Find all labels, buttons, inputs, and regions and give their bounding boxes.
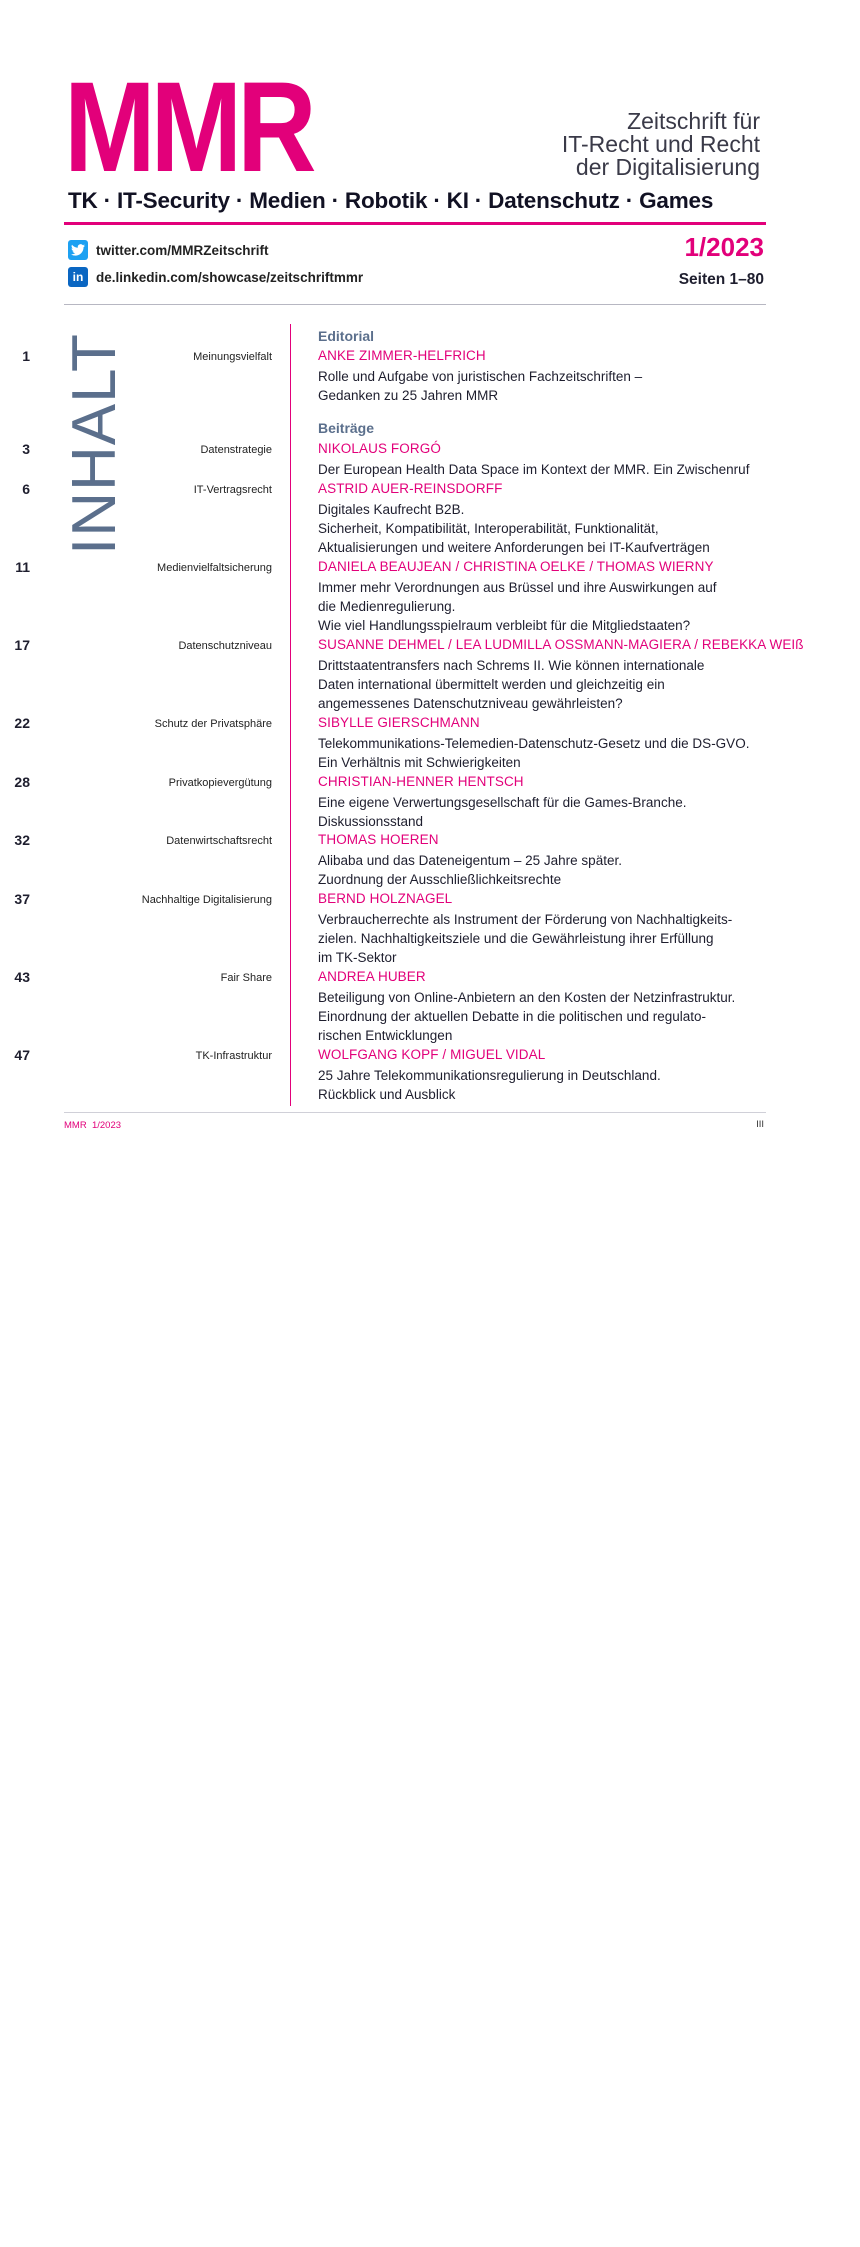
entry-page: 1	[22, 348, 30, 364]
entry-topic: Medienvielfaltsicherung	[157, 562, 272, 574]
entry-topic: Nachhaltige Digitalisierung	[141, 894, 272, 906]
title-line: die Medienregulierung.	[318, 599, 456, 614]
title-line: Drittstaatentransfers nach Schrems II. Wie können internationale	[318, 658, 705, 673]
entry-title	[318, 656, 788, 713]
entry-author: BERND HOLZNAGEL	[318, 891, 453, 906]
entry-page: 28	[14, 774, 30, 790]
title-line: 25 Jahre Telekommunikationsregulierung in Deutschland.	[318, 1068, 661, 1083]
linkedin-handle: de.linkedin.com/showcase/zeitschriftmmr	[96, 269, 364, 285]
entry-author: ASTRID AUER-REINSDORFF	[318, 481, 503, 496]
title-line: Beteiligung von Online-Anbietern an den Kosten der Netzinfrastruktur.	[318, 990, 736, 1005]
subtitle-line: der Digitalisierung	[575, 154, 760, 180]
title-line: Immer mehr Verordnungen aus Brüssel und ihre Auswirkungen auf	[318, 580, 717, 595]
footer-issue: MMR 1/2023	[64, 1120, 122, 1131]
title-line: rischen Entwicklungen	[318, 1028, 453, 1043]
subtitle-line: Zeitschrift für	[627, 108, 760, 134]
title-line: Diskussionsstand	[318, 814, 424, 829]
entry-title	[318, 1066, 788, 1104]
linkedin-link[interactable]	[68, 267, 363, 287]
twitter-link[interactable]	[68, 240, 269, 260]
entry-page: 47	[14, 1047, 30, 1063]
entry-topic: Datenstrategie	[200, 444, 272, 456]
subtitle-line: IT-Recht und Recht	[561, 131, 760, 157]
entry-page: 6	[22, 481, 30, 497]
entry-topic: Fair Share	[220, 972, 272, 984]
page-range: Seiten 1–80	[678, 271, 764, 288]
section-heading-beitraege: Beiträge	[318, 420, 375, 436]
entry-page: 3	[22, 441, 30, 457]
footer-page-number: III	[756, 1119, 764, 1130]
entry-author: WOLFGANG KOPF / MIGUEL VIDAL	[318, 1047, 546, 1062]
title-line: im TK-Sektor	[318, 950, 397, 965]
entry-author: ANKE ZIMMER-HELFRICH	[318, 348, 486, 363]
journal-subtitle	[562, 110, 760, 179]
title-line: Rückblick und Ausblick	[318, 1087, 456, 1102]
entry-title	[318, 500, 788, 557]
footer-rule	[64, 1112, 766, 1113]
entry-topic: Datenschutzniveau	[178, 640, 272, 652]
title-line: Rolle und Aufgabe von juristischen Fachzeitschriften –	[318, 369, 643, 384]
entry-author: NIKOLAUS FORGÓ	[318, 441, 441, 456]
entry-topic: IT-Vertragsrecht	[193, 484, 272, 496]
entry-page: 37	[14, 891, 30, 907]
toc-divider	[290, 324, 291, 1106]
entry-title	[318, 988, 788, 1045]
title-line: Gedanken zu 25 Jahren MMR	[318, 388, 499, 403]
title-line: Daten international übermittelt werden und gleichzeitig ein	[318, 677, 665, 692]
title-line: Sicherheit, Kompatibilität, Interoperabilität, Funktionalität,	[318, 521, 659, 536]
entry-title	[318, 734, 788, 772]
title-line: Zuordnung der Ausschließlichkeitsrechte	[318, 872, 562, 887]
title-line: Einordnung der aktuellen Debatte in die politischen und regulato-	[318, 1009, 707, 1024]
title-line: Aktualisierungen und weitere Anforderungen bei IT-Kaufverträgen	[318, 540, 710, 555]
entry-title	[318, 851, 788, 889]
entry-page: 43	[14, 969, 30, 985]
title-line: Eine eigene Verwertungsgesellschaft für die Games-Branche.	[318, 795, 687, 810]
entry-title	[318, 910, 788, 967]
entry-topic: Privatkopievergütung	[168, 777, 272, 789]
title-line: Alibaba und das Dateneigentum – 25 Jahre später.	[318, 853, 622, 868]
title-line: Der European Health Data Space im Kontext der MMR. Ein Zwischenruf	[318, 462, 750, 477]
entry-title	[318, 578, 788, 635]
issue-number: 1/2023	[684, 232, 764, 262]
entry-author: SIBYLLE GIERSCHMANN	[318, 715, 480, 730]
entry-title	[318, 367, 788, 405]
entry-page: 32	[14, 832, 30, 848]
entry-topic: Datenwirtschaftsrecht	[166, 835, 272, 847]
header-divider	[64, 304, 766, 305]
journal-logo: MMR	[64, 56, 312, 199]
entry-topic: TK-Infrastruktur	[195, 1050, 272, 1062]
entry-page: 11	[15, 559, 30, 575]
twitter-icon	[68, 240, 88, 260]
topic-line: TK · IT-Security · Medien · Robotik · KI · Datenschutz · Games	[68, 188, 714, 213]
twitter-handle: twitter.com/MMRZeitschrift	[96, 242, 269, 258]
inhalt-label: INHALT	[60, 333, 129, 555]
title-line: zielen. Nachhaltigkeitsziele und die Gewährleistung ihrer Erfüllung	[318, 931, 714, 946]
linkedin-icon: in	[68, 267, 88, 287]
title-line: Wie viel Handlungsspielraum verbleibt für die Mitgliedstaaten?	[318, 618, 691, 633]
title-line: Telekommunikations-Telemedien-Datenschutz-Gesetz und die DS-GVO.	[318, 736, 750, 751]
entry-author: DANIELA BEAUJEAN / CHRISTINA OELKE / THOMAS WIERNY	[318, 559, 714, 574]
entry-author: THOMAS HOEREN	[318, 832, 439, 847]
header-rule	[64, 222, 766, 225]
section-heading-editorial: Editorial	[318, 328, 375, 344]
entry-topic: Schutz der Privatsphäre	[154, 718, 272, 730]
entry-author: ANDREA HUBER	[318, 969, 426, 984]
entry-topic: Meinungsvielfalt	[193, 351, 272, 363]
entry-page: 17	[14, 637, 30, 653]
entry-title	[318, 793, 788, 831]
entry-author: SUSANNE DEHMEL / LEA LUDMILLA OSSMANN-MAGIERA / REBEKKA WEIß	[318, 637, 804, 652]
entry-author: CHRISTIAN-HENNER HENTSCH	[318, 774, 524, 789]
title-line: Verbraucherrechte als Instrument der Förderung von Nachhaltigkeits-	[318, 912, 733, 927]
title-line: Ein Verhältnis mit Schwierigkeiten	[318, 755, 521, 770]
title-line: Digitales Kaufrecht B2B.	[318, 502, 465, 517]
title-line: angemessenes Datenschutzniveau gewährleisten?	[318, 696, 623, 711]
entry-title	[318, 460, 788, 479]
entry-page: 22	[14, 715, 30, 731]
